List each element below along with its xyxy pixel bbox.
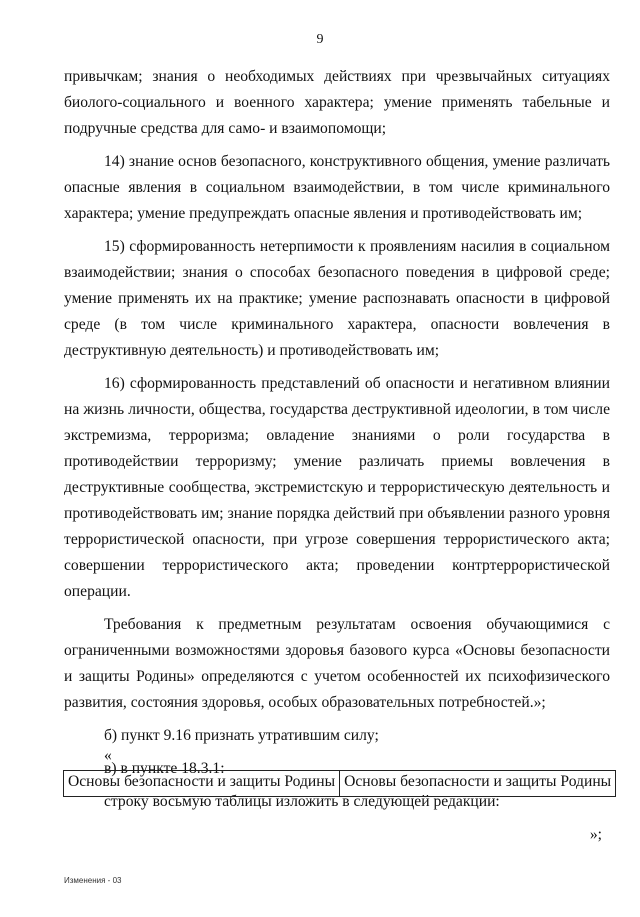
subject-table bbox=[63, 770, 616, 797]
document-body bbox=[64, 64, 610, 822]
paragraph-item-16: 16) сформированность представлений об опасности и негативном влиянии на жизнь личности, общества, государства деструктивной идеологии, в том числе экстремизма, терроризма; овладение знаниями о роли государства в противодействии терроризму; умение различать приемы вовлечения в деструктивные сообщества, экстремистскую и террористическую деятельность и противодействовать им; знание порядка действий при объявлении разного уровня террористической опасности, при угрозе совершения террористического акта; совершении террористического акта; проведении контртеррористической операции. bbox=[64, 375, 610, 600]
paragraph-item-15: 15) сформированность нетерпимости к проявлениям насилия в социальном взаимодействии; знания о способах безопасного поведения в цифровой среде; умение применять их на практике; умение распознавать опасности в цифровой среде (в том числе криминального характера, опасности вовлечения в деструктивную деятельность) и противодействовать им; bbox=[64, 238, 610, 359]
paragraph-b: б) пункт 9.16 признать утратившим силу; bbox=[104, 727, 379, 744]
close-quote: »; bbox=[589, 826, 602, 843]
paragraph-table-intro: строку восьмую таблицы изложить в следующей редакции: bbox=[104, 793, 500, 810]
table-cell-course: Основы безопасности и защиты Родины bbox=[340, 771, 616, 797]
paragraph-v: в) в пункте 18.3.1: bbox=[104, 760, 225, 777]
open-quote: « bbox=[104, 747, 112, 764]
table-cell-subject: Основы безопасности и защиты Родины bbox=[64, 771, 340, 797]
page-number: 9 bbox=[316, 32, 324, 47]
table-row bbox=[64, 771, 616, 797]
paragraph-item-14: 14) знание основ безопасного, конструктивного общения, умение различать опасные явления в социальном взаимодействии, в том числе криминального характера; умение предупреждать опасные явления и противодействовать им; bbox=[64, 153, 610, 222]
paragraph-continuation: привычкам; знания о необходимых действиях при чрезвычайных ситуациях биолого-социального и военного характера; умение применять табельные и подручные средства для само- и взаимопомощи; bbox=[64, 68, 610, 137]
paragraph-requirements: Требования к предметным результатам освоения обучающимися с ограниченными возможностями здоровья базового курса «Основы безопасности и защиты Родины» определяются с учетом особенностей их психофизического развития, состояния здоровья, особых образовательных потребностей.»; bbox=[64, 616, 610, 711]
footer-note: Изменения - 03 bbox=[64, 876, 122, 885]
